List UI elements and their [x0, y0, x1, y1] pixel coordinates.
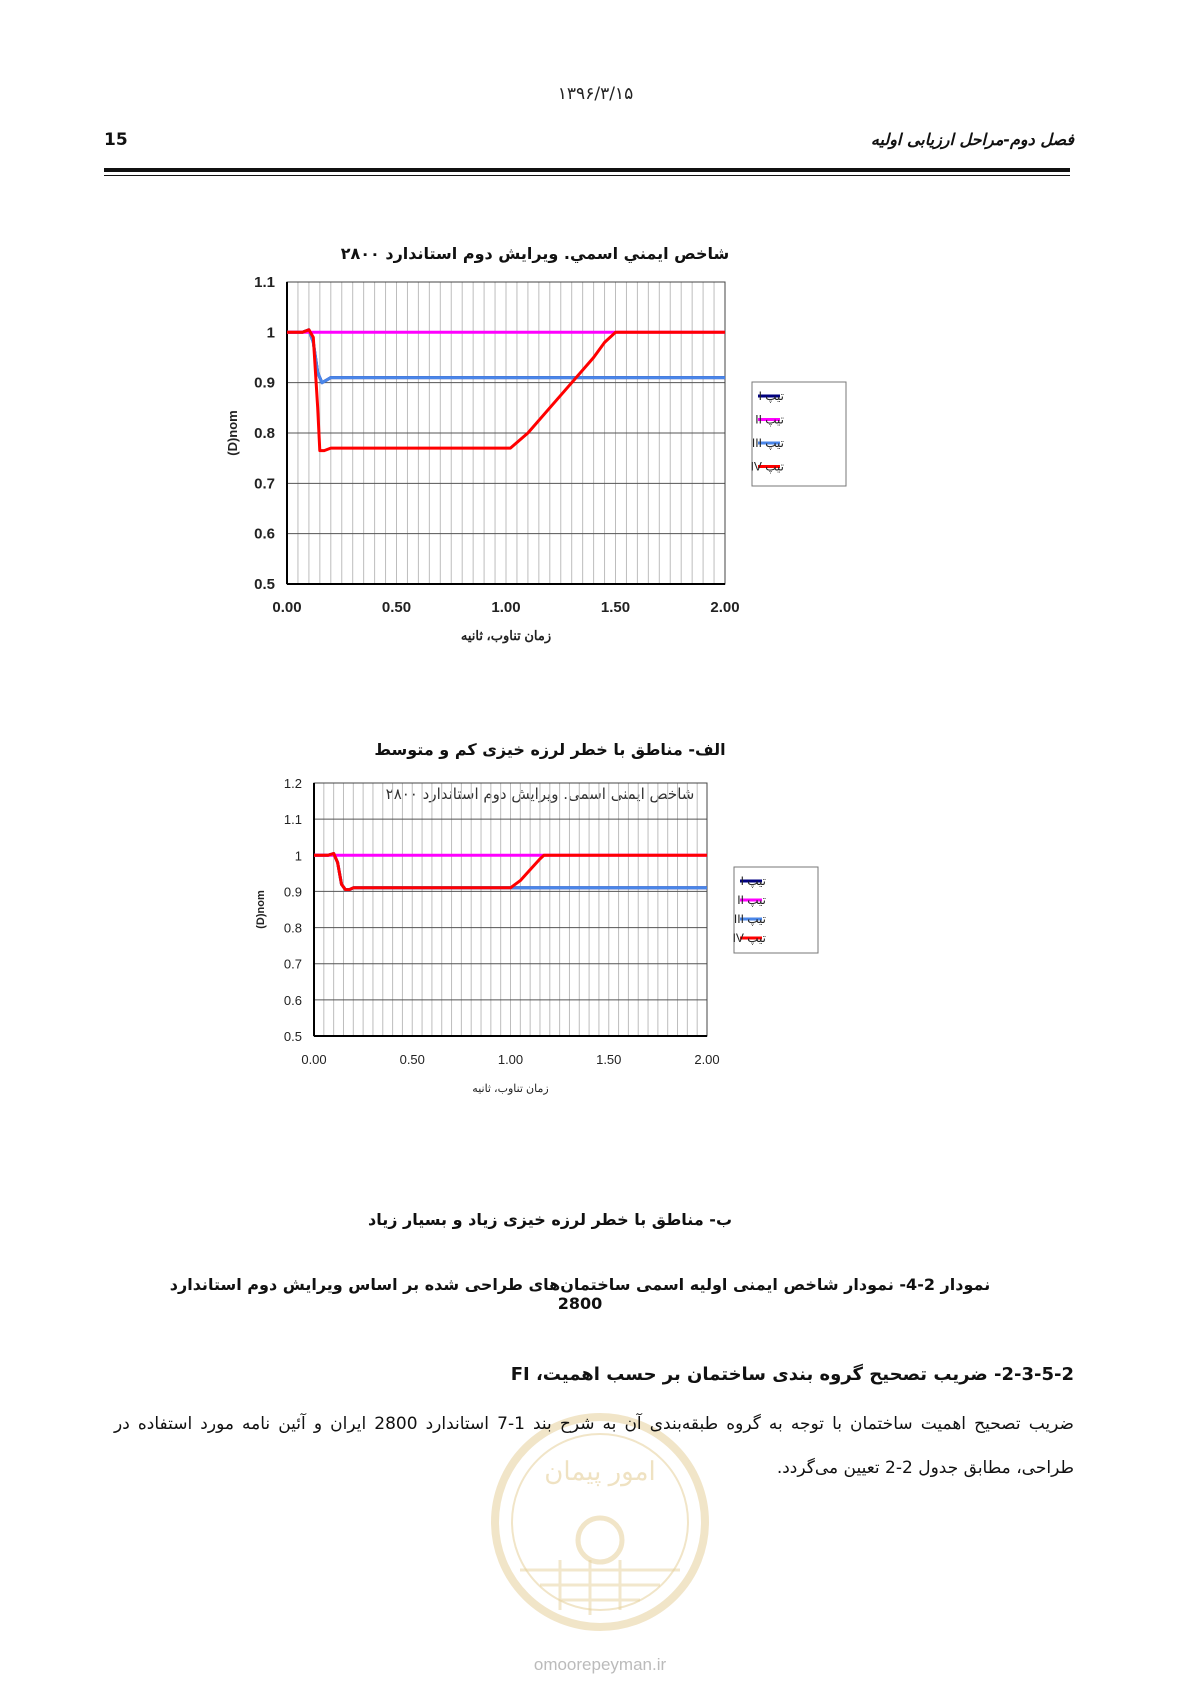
header-rule-thin: [104, 175, 1070, 176]
x-tick-label: 0.50: [399, 1052, 425, 1067]
y-tick-label: 1.1: [254, 274, 275, 291]
y-tick-label: 0.9: [254, 374, 275, 392]
watermark-url: omoorepeyman.ir: [533, 1655, 667, 1674]
y-tick-label: 0.7: [283, 956, 302, 972]
x-tick-label: 2.00: [694, 1052, 720, 1067]
legend-label: تیپ III: [751, 436, 784, 450]
y-tick-label: 0.5: [283, 1029, 302, 1044]
watermark-logo-text: امور پیمان: [544, 1456, 656, 1486]
x-tick-label: 1.00: [491, 599, 521, 616]
legend-label: تیپ IV: [750, 459, 784, 474]
legend-label: تیپ III: [733, 912, 766, 926]
legend-label: تیپ I: [740, 874, 766, 888]
x-axis-label: زمان تناوب، ثانیه: [472, 1083, 549, 1095]
y-tick-label: 0.6: [254, 525, 275, 543]
legend-label: تیپ I: [758, 389, 784, 403]
y-tick-label: 0.6: [283, 992, 302, 1008]
chapter-title: فصل دوم-مراحل ارزیابی اولیه: [870, 130, 1074, 149]
y-axis-label: (D)nom: [255, 890, 267, 929]
x-tick-label: 0.50: [381, 599, 412, 616]
y-axis-label: (D)nom: [225, 410, 240, 456]
y-tick-label: 0.7: [254, 475, 275, 493]
section-paragraph: ضریب تصحیح اهمیت ساختمان با توجه به گروه طبقه‌بندی آن به شرح بند 1-7 استاندارد 2800 ایران و آئین نامه مورد استفاده در طراحی، مطابق جدول 2-2 تعیین می‌گردد.: [114, 1414, 1074, 1478]
document-date: ١٣٩۶/٣/١۵: [557, 84, 634, 104]
x-tick-label: 0.00: [272, 599, 302, 616]
y-tick-label: 1.2: [283, 776, 302, 791]
section-heading: 2-3-5-2- ضریب تصحیح گروه بندی ساختمان بر حسب اهمیت، FI: [510, 1364, 1074, 1385]
chart2-plot: [255, 776, 818, 1095]
y-tick-label: 0.8: [283, 920, 302, 936]
x-axis-label: زمان تناوب، ثانیه: [460, 628, 552, 643]
y-tick-label: 1: [294, 848, 302, 864]
chart1-caption: الف- مناطق با خطر لرزه خیزی کم و متوسط: [374, 740, 726, 759]
page-number: 15: [104, 130, 128, 150]
header-rule: [104, 168, 1070, 172]
x-tick-label: 0.00: [301, 1052, 327, 1067]
legend-label: تیپ II: [737, 893, 766, 907]
legend-label: تیپ II: [755, 412, 784, 427]
chart2-title: شاخص ایمنی اسمی. ویرایش دوم استاندارد ۲۸۰۰: [385, 785, 695, 803]
x-tick-label: 1.00: [497, 1052, 524, 1067]
y-tick-label: 0.5: [254, 576, 275, 593]
y-tick-label: 1.1: [283, 812, 302, 828]
chart1-plot: [225, 274, 846, 644]
x-tick-label: 1.50: [600, 599, 631, 616]
chart2-caption: ب- مناطق با خطر لرزه خیزی زیاد و بسیار زیاد: [367, 1210, 733, 1229]
legend-label: تیپ IV: [732, 931, 766, 945]
x-tick-label: 2.00: [710, 599, 740, 616]
y-tick-label: 0.8: [254, 425, 275, 442]
figure-caption: نمودار 2-4- نمودار شاخص ایمنی اولیه اسمی ساختمان‌های طراحی شده بر اساس ویرایش دوم استاندارد 2800: [169, 1275, 991, 1313]
chart1-title: شاخص ايمني اسمي. ويرايش دوم استاندارد ۲۸۰۰: [340, 244, 730, 263]
chart1: [225, 274, 930, 710]
x-tick-label: 1.50: [596, 1052, 622, 1067]
y-tick-label: 0.9: [283, 884, 302, 900]
y-tick-label: 1: [266, 324, 275, 342]
